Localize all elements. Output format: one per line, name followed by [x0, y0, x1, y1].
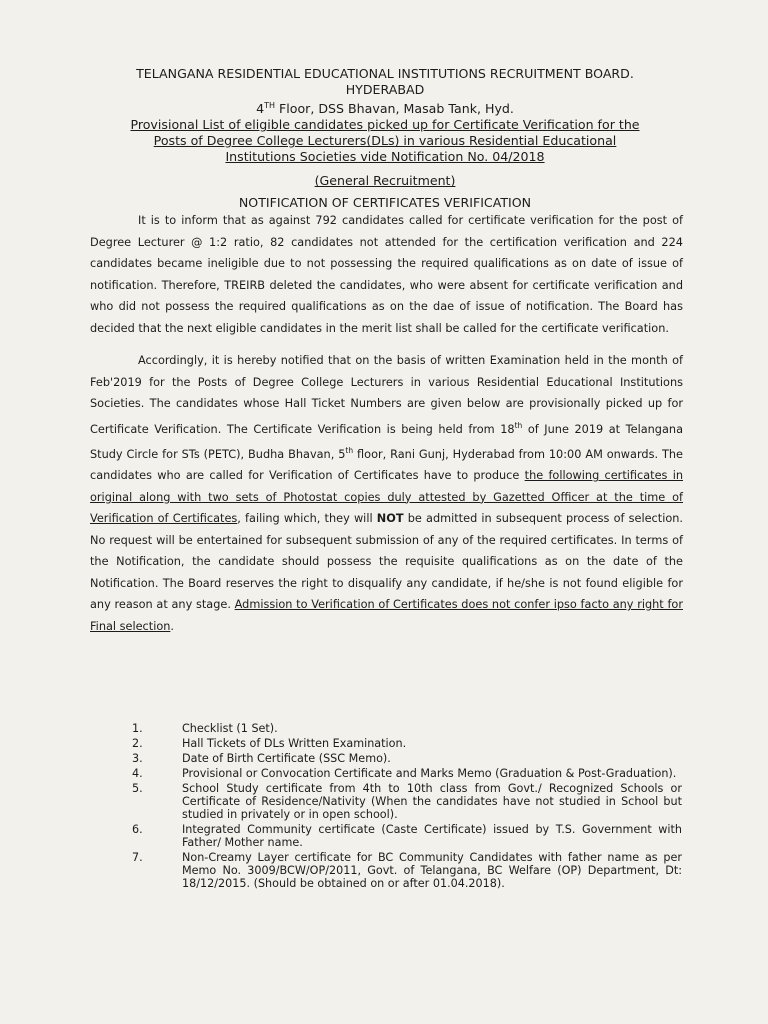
subject-line-2: Posts of Degree College Lecturers(DLs) in various Residential Educational — [153, 133, 617, 149]
board-city: HYDERABAD — [345, 82, 425, 97]
list-item: 3. Date of Birth Certificate (SSC Memo). — [132, 752, 391, 765]
certificates-requirement: the following certificates in original along with two sets of Photostat copies duly attested by Gazetted Officer at the time of Verification of Certificates — [90, 469, 683, 526]
list-item: 7. Non-Creamy Layer certificate for BC Community Candidates with father name as per Memo No. 3009/BCW/OP/2011, Govt. of Telangana, BC Welfare (OP) Department, Dt: 18/12/2015. (Should be obtained on or after 01.04.2018). — [132, 851, 682, 890]
paragraph-notice: Accordingly, it is hereby notified that on the basis of written Examination held in the month of Feb'2019 for the Posts of Degree College Lecturers in various Residential Educational Institutions Societies. The candidates whose Hall Ticket Numbers are given below are provisionally picked up for Certificate Verification. The Certificate Verification is being held from 18th of June 2019 at Telangana Study Circle for STs (PETC), Budha Bhavan, 5th floor, Rani Gunj, Hyderabad from 10:00 AM onwards. The candidates who are called for Verification of Certificates have to produce the following certificates in original along with two sets of Photostat copies duly attested by Gazetted Officer at the time of Verification of Certificates, failing which, they will NOT be admitted in subsequent process of selection. No request will be entertained for subsequent submission of any of the required certificates. In terms of the Notification, the candidate should possess the requisite qualifications as on the date of the Notification. The Board reserves the right to disqualify any candidate, if he/she is not found eligible for any reason at any stage. Admission to Verification of Certificates does not confer ipso facto any right for Final selection. — [90, 354, 683, 633]
document-header — [80, 66, 690, 211]
subject-line-1: Provisional List of eligible candidates picked up for Certificate Verification for the — [130, 117, 640, 133]
list-item: 6. Integrated Community certificate (Caste Certificate) issued by T.S. Government with Father/ Mother name. — [132, 823, 682, 849]
subject-line-3: Institutions Societies vide Notification No. 04/2018 — [225, 149, 545, 165]
board-address: 4TH Floor, DSS Bhavan, Masab Tank, Hyd. — [256, 101, 514, 117]
paragraph-intro: It is to inform that as against 792 candidates called for certificate verification for the post of Degree Lecturer @ 1:2 ratio, 82 candidates not attended for the certification verification and 224 candidates became ineligible due to not possessing the required qualifications as on date of issue of notification. Therefore, TREIRB deleted the candidates, who were absent for certificate verification and who did not possess the required qualifications as on the dae of issue of notification. The Board has decided that the next eligible candidates in the merit list shall be called for the certificate verification. — [90, 214, 683, 335]
document-body — [90, 210, 683, 637]
board-name: TELANGANA RESIDENTIAL EDUCATIONAL INSTITUTIONS RECRUITMENT BOARD. — [136, 66, 634, 81]
notification-title: NOTIFICATION OF CERTIFICATES VERIFICATION — [238, 195, 532, 211]
list-item: 1. Checklist (1 Set). — [132, 722, 278, 735]
recruitment-type: (General Recruitment) — [314, 173, 456, 189]
list-item: 5. School Study certificate from 4th to 10th class from Govt./ Recognized Schools or Certificate of Residence/Nativity (When the candidates have not studied in School but studied in privately or in open school). — [132, 782, 682, 821]
admission-disclaimer: Admission to Verification of Certificates does not confer ipso facto any right for Final selection — [90, 598, 683, 633]
list-item: 4. Provisional or Convocation Certificate and Marks Memo (Graduation & Post-Graduation). — [132, 767, 677, 780]
required-certificates-list — [132, 722, 682, 892]
list-item: 2. Hall Tickets of DLs Written Examination. — [132, 737, 407, 750]
